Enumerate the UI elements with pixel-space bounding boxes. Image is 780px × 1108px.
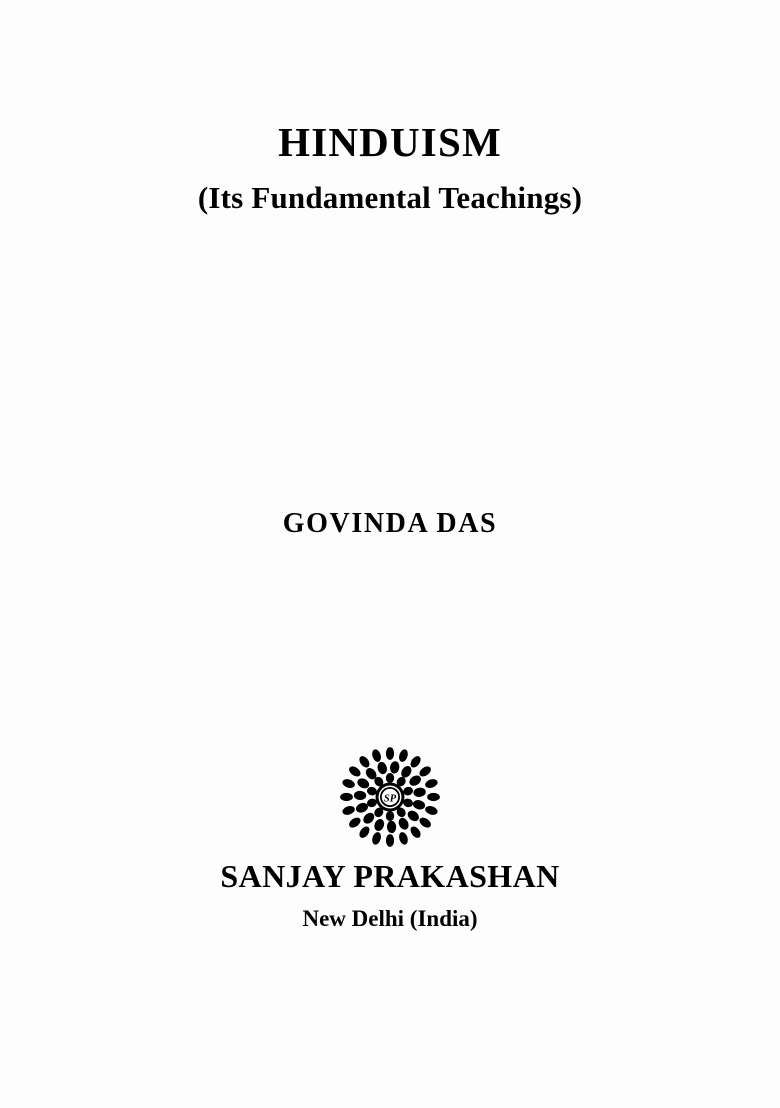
- author-block: [0, 508, 780, 540]
- publisher-name: SANJAY PRAKASHAN: [220, 858, 560, 894]
- publisher-block: [0, 858, 780, 932]
- publisher-location: New Delhi (India): [302, 906, 478, 931]
- author-name: GOVINDA DAS: [282, 508, 498, 539]
- title-block: [0, 120, 780, 216]
- page-subtitle: (Its Fundamental Teachings): [197, 180, 583, 216]
- publisher-logo-block: [0, 745, 780, 854]
- page-title: HINDUISM: [278, 119, 502, 165]
- sunburst-medallion-logo-icon: [338, 745, 442, 849]
- logo-monogram-text: SP: [383, 793, 397, 805]
